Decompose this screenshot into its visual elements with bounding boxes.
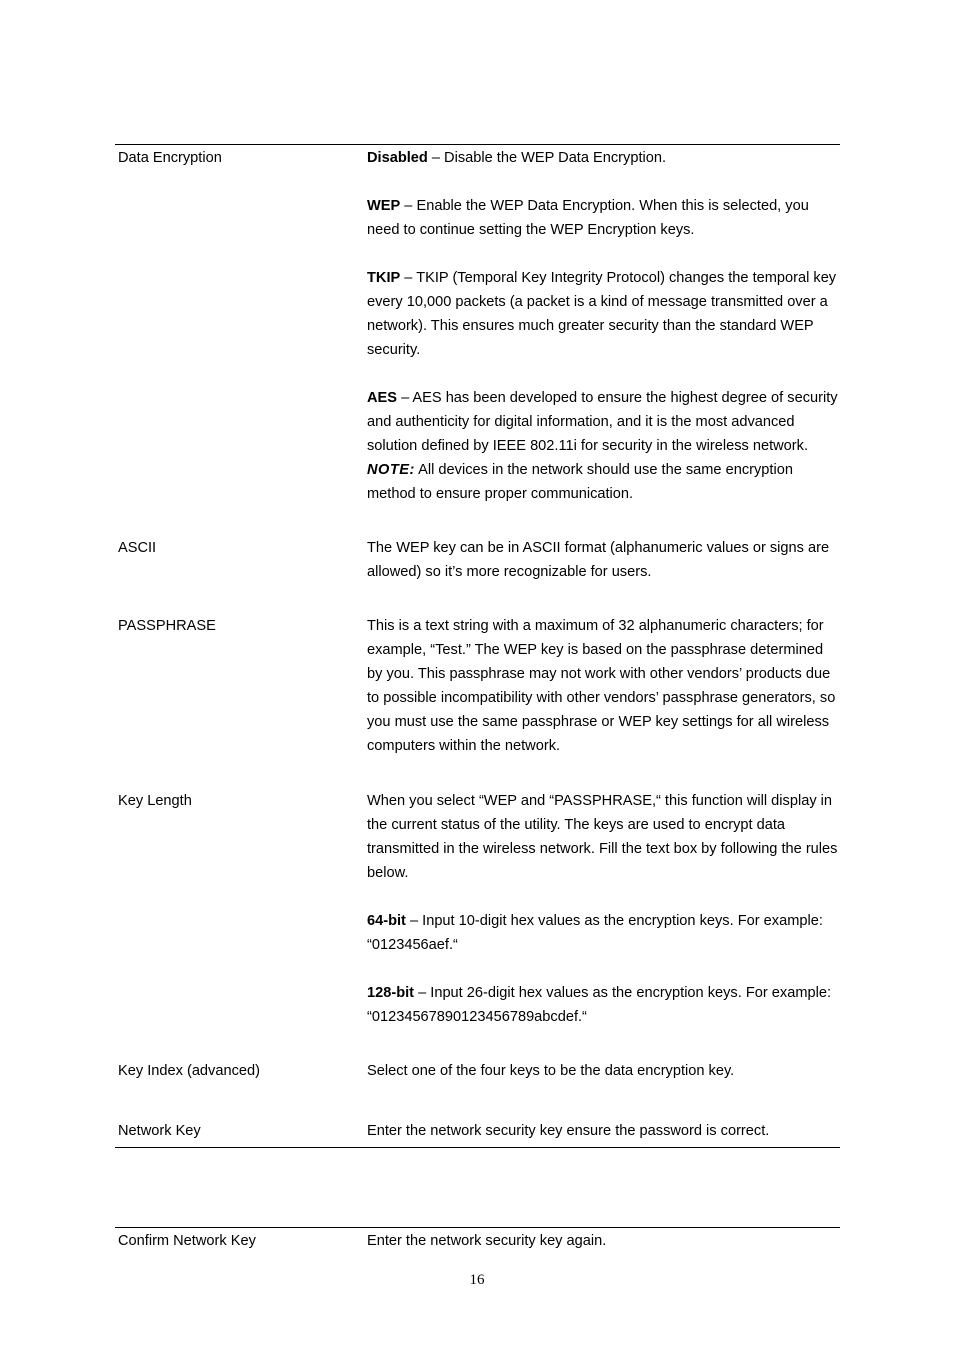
- definition-table-continued: [115, 1227, 840, 1253]
- row-ascii: [115, 536, 840, 584]
- option-64-bit: 64-bit – Input 10-digit hex values as the encryption keys. For example: “0123456aef.“: [367, 913, 823, 953]
- option-disabled: Disabled – Disable the WEP Data Encryption.: [367, 150, 667, 166]
- desc-data-encryption: [367, 146, 840, 506]
- desc-ascii: The WEP key can be in ASCII format (alphanumeric values or signs are allowed) so it’s more recognizable for users.: [367, 540, 830, 580]
- key-length-intro: When you select “WEP and “PASSPHRASE,“ this function will display in the current status of the utility. The keys are used to encrypt data transmitted in the wireless network. Fill the text box by following the rules below.: [367, 793, 838, 881]
- term-confirm-network-key: Confirm Network Key: [118, 1233, 256, 1249]
- term-ascii: ASCII: [118, 540, 157, 556]
- desc-network-key: Enter the network security key ensure the password is correct.: [367, 1123, 770, 1139]
- definition-table: [115, 144, 840, 1148]
- option-tkip: TKIP – TKIP (Temporal Key Integrity Protocol) changes the temporal key every 10,000 packets (a packet is a kind of message transmitted over a network). This ensures much greater security than the standard WEP security.: [367, 270, 837, 358]
- row-confirm-network-key: [115, 1228, 840, 1253]
- term-key-index: Key Index (advanced): [118, 1063, 260, 1079]
- term-network-key: Network Key: [118, 1123, 201, 1139]
- desc-confirm-network-key: Enter the network security key again.: [367, 1233, 607, 1249]
- term-data-encryption: Data Encryption: [118, 150, 222, 166]
- row-passphrase: [115, 614, 840, 758]
- row-data-encryption: [115, 145, 840, 506]
- term-passphrase: PASSPHRASE: [118, 618, 216, 634]
- desc-passphrase: This is a text string with a maximum of 32 alphanumeric characters; for example, “Test.” The WEP key is based on the passphrase determined by you. This passphrase may not work with other vendors’ products due to possible incompatibility with other vendors’ passphrase generators, so you must use the same passphrase or WEP key settings for all wireless computers within the network.: [367, 618, 836, 754]
- option-aes: AES – AES has been developed to ensure the highest degree of security and authenticity for digital information, and it is the most advanced solution defined by IEEE 802.11i for security in the wireless network.: [367, 390, 838, 454]
- desc-key-length: [367, 789, 840, 1029]
- page-number: 16: [469, 1272, 485, 1288]
- row-network-key: [115, 1119, 840, 1147]
- option-wep: WEP – Enable the WEP Data Encryption. When this is selected, you need to continue setting the WEP Encryption keys.: [367, 198, 809, 238]
- desc-key-index: Select one of the four keys to be the data encryption key.: [367, 1063, 735, 1079]
- row-key-index: [115, 1059, 840, 1083]
- row-key-length: [115, 789, 840, 1029]
- encryption-note: NOTE: All devices in the network should use the same encryption method to ensure proper communication.: [367, 462, 793, 502]
- term-key-length: Key Length: [118, 793, 192, 809]
- option-128-bit: 128-bit – Input 26-digit hex values as the encryption keys. For example: “01234567890123456789abcdef.“: [367, 985, 832, 1025]
